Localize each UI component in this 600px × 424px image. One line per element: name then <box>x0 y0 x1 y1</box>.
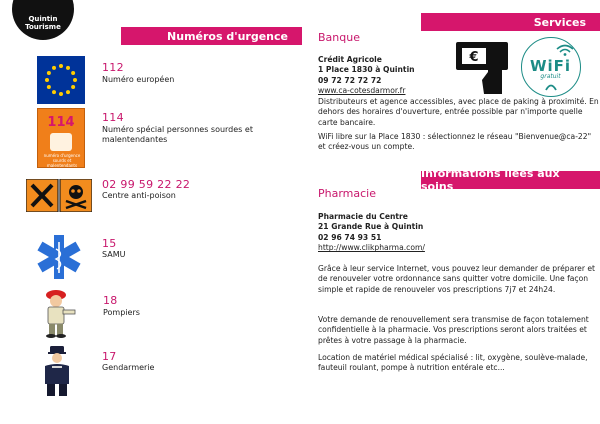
atm-euro-icon <box>454 40 518 96</box>
emergency-description: SAMU <box>102 250 126 259</box>
poster-phone-shape <box>50 133 72 151</box>
emergency-item-samu <box>0 232 300 282</box>
section-header-soins: Informations liées aux soins <box>421 171 600 189</box>
firefighter-icon <box>38 288 80 338</box>
eu-star-icon <box>66 90 70 94</box>
emergency-number: 15 <box>102 237 117 250</box>
badge-line-1: Quintin <box>28 15 58 23</box>
pharmacie-paragraph-3: Location de matériel médical spécialisé : lit, oxygène, soulève-malade, fauteuil roulant, pompe à nutrition entérale etc... <box>318 353 588 373</box>
credit-agricole-logo-icon <box>545 83 557 91</box>
badge-line-2: Tourisme <box>25 23 61 31</box>
section-header-services: Services <box>421 13 600 31</box>
emergency-item-gendarmerie <box>0 344 300 394</box>
eu-star-icon <box>59 64 63 68</box>
pharmacie-name: Pharmacie du Centre <box>318 212 408 221</box>
emergency-description: Numéro spécial personnes sourdes et malentendantes <box>102 125 253 144</box>
emergency-item-112 <box>0 54 300 104</box>
emergency-description: Pompiers <box>103 308 140 317</box>
gendarme-icon <box>38 344 76 398</box>
pharmacie-paragraph-2: Votre demande de renouvellement sera transmise de façon totalement confidentielle à la pharmacie. Vos prescriptions seront alors traitées et prêtes à votre passage à la pharmacie. <box>318 315 589 345</box>
eu-star-icon <box>52 66 56 70</box>
eu-star-icon <box>47 71 51 75</box>
banque-phone: 09 72 72 72 72 <box>318 75 382 85</box>
section-header-urgence: Numéros d'urgence <box>121 27 302 45</box>
emergency-number: 114 <box>102 111 124 124</box>
emergency-number: 18 <box>103 294 118 307</box>
banque-website-link[interactable]: www.ca-cotesdarmor.fr <box>318 86 406 96</box>
eu-star-icon <box>66 66 70 70</box>
eu-star-icon <box>59 92 63 96</box>
pharmacie-title: Pharmacie <box>318 187 377 200</box>
emergency-description: Centre anti-poison <box>102 191 176 200</box>
wifi-signal-icon <box>556 44 574 56</box>
eu-star-icon <box>45 78 49 82</box>
eu-star-icon <box>73 78 77 82</box>
star-of-life-icon <box>36 234 82 280</box>
eu-star-icon <box>71 71 75 75</box>
pharmacie-phone: 02 96 74 93 51 <box>318 232 382 242</box>
banque-address: 1 Place 1830 à Quintin <box>318 65 415 75</box>
wifi-label: WiFi <box>529 57 572 75</box>
poster-114-number: 114 <box>47 115 75 130</box>
pharmacie-paragraph-1: Grâce à leur service Internet, vous pouvez leur demander de préparer et de renouveler votre ordonnance sans quitter votre domicile. Une façon simple et rapide de renouveler vos prescriptions 7j7 et 24h24. <box>318 264 596 294</box>
banque-wifi-description: WiFi libre sur la Place 1830 : sélectionnez le réseau "Bienvenue@ca-22" et créez-vous un compte. <box>318 132 592 152</box>
emergency-description: Gendarmerie <box>102 363 155 372</box>
wifi-sub-label: gratuit <box>540 73 561 80</box>
pharmacie-address: 21 Grande Rue à Quintin <box>318 222 424 232</box>
banque-name: Crédit Agricole <box>318 55 382 64</box>
banque-title: Banque <box>318 31 360 44</box>
emergency-item-pompiers <box>0 288 300 338</box>
114-poster-icon <box>37 108 85 168</box>
svg-text:€: € <box>469 50 479 65</box>
eu-star-icon <box>47 85 51 89</box>
emergency-item-antipoison <box>0 176 300 226</box>
poster-caption: numéro d'urgence sourds et malentendants <box>43 153 81 168</box>
emergency-number: 17 <box>102 350 117 363</box>
emergency-number: 112 <box>102 61 124 74</box>
eu-flag-icon <box>37 56 85 104</box>
eu-star-icon <box>71 85 75 89</box>
banque-description: Distributeurs et agence accessibles, avec place de paking à proximité. En dehors des horaires d'ouverture, entrée possible par n'importe quelle carte bancaire. <box>318 97 599 127</box>
quintin-tourisme-badge <box>12 0 74 40</box>
eu-star-icon <box>52 90 56 94</box>
emergency-number: 02 99 59 22 22 <box>102 178 191 191</box>
pharmacie-website-link[interactable]: http://www.clikpharma.com/ <box>318 243 425 253</box>
poison-hazard-icon <box>26 179 92 212</box>
emergency-item-114 <box>0 106 300 168</box>
emergency-description: Numéro européen <box>102 75 175 84</box>
wifi-gratuit-icon <box>521 37 581 97</box>
pharmacie-details <box>318 212 518 254</box>
